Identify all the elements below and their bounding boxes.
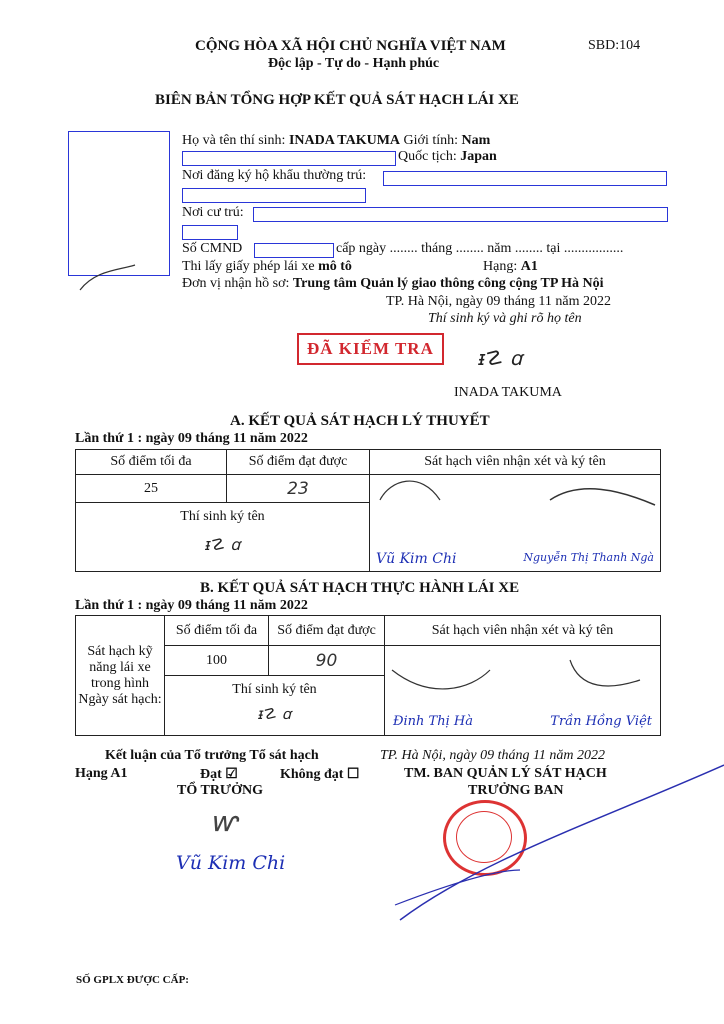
leader-name: Vũ Kim Chi: [176, 852, 286, 874]
residence-label: Nơi cư trú:: [182, 205, 244, 220]
class-label: Hạng:: [483, 259, 518, 274]
leader-title: TỔ TRƯỞNG: [177, 783, 263, 798]
conclusion-title: Kết luận của Tổ trưởng Tổ sát hạch: [105, 748, 319, 763]
issue-text: cấp ngày ........ tháng ........ năm ........ tại .................: [336, 241, 624, 256]
candidate-signature: ᵻ☡ ꭤ: [478, 346, 523, 370]
board-head: TRƯỞNG BAN: [468, 783, 564, 798]
candidate-sign-label: Thí sinh ký tên: [232, 682, 317, 697]
nationality-value: Japan: [460, 149, 497, 164]
section-b-title: B. KẾT QUẢ SÁT HẠCH THỰC HÀNH LÁI XE: [200, 580, 520, 596]
license-number-label: SỐ GPLX ĐƯỢC CẤP:: [76, 974, 189, 986]
col-score: Số điểm đạt được: [227, 450, 370, 475]
section-a-attempt: Lần thứ 1 : ngày 09 tháng 11 năm 2022: [75, 431, 308, 446]
max-value: 25: [76, 475, 227, 503]
section-b-attempt: Lần thứ 1 : ngày 09 tháng 11 năm 2022: [75, 598, 308, 613]
nationality-label: Quốc tịch:: [398, 149, 457, 164]
motto: Độc lập - Tự do - Hạnh phúc: [268, 56, 440, 71]
col-examiner: Sát hạch viên nhận xét và ký tên: [370, 450, 661, 475]
candidate-number: SBD:104: [588, 38, 641, 53]
leader-signature: ⱳ: [210, 805, 237, 838]
gender-value: Nam: [461, 133, 491, 148]
examiner1-name: Vũ Kim Chi: [376, 551, 457, 567]
name-label: Họ và tên thí sinh:: [182, 133, 286, 148]
place-date: TP. Hà Nội, ngày 09 tháng 11 năm 2022: [386, 294, 612, 309]
conclusion-fail: Không đạt ☐: [280, 767, 360, 782]
col-max: Số điểm tối đa: [76, 450, 227, 475]
candidate-name: INADA TAKUMA: [288, 133, 401, 148]
candidate-signed-name: INADA TAKUMA: [454, 385, 562, 400]
score-value: 90: [269, 646, 385, 676]
sign-instruction: Thí sinh ký và ghi rõ họ tên: [428, 311, 582, 326]
conclusion-class: Hạng A1: [75, 766, 128, 781]
col-score: Số điểm đạt được: [269, 616, 385, 646]
candidate-sign-label: Thí sinh ký tên: [180, 509, 265, 524]
document-title: BIÊN BẢN TỔNG HỢP KẾT QUẢ SÁT HẠCH LÁI XE: [155, 92, 519, 108]
col-skill: Sát hạch kỹ năng lái xe trong hình Ngày sát hạch:: [76, 616, 165, 736]
conclusion-pass: Đạt ☑: [200, 767, 238, 782]
class-value: A1: [520, 259, 538, 274]
board-title: TM. BAN QUẢN LÝ SÁT HẠCH: [404, 766, 607, 781]
section-a-title: A. KẾT QUẢ SÁT HẠCH LÝ THUYẾT: [230, 413, 490, 429]
candidate-signature: ᵻ☡ ꭤ: [204, 535, 241, 554]
candidate-signature: ᵻ☡ ꭤ: [257, 705, 291, 723]
score-value: 23: [227, 475, 370, 503]
license-type: mô tô: [318, 259, 352, 274]
gender-label: Giới tính:: [403, 133, 459, 148]
examiner2-name: Nguyễn Thị Thanh Ngà: [523, 551, 654, 564]
col-max: Số điểm tối đa: [165, 616, 269, 646]
conclusion-place-date: TP. Hà Nội, ngày 09 tháng 11 năm 2022: [380, 748, 606, 763]
country-heading: CỘNG HÒA XÃ HỘI CHỦ NGHĨA VIỆT NAM: [195, 38, 506, 54]
residence-reg-label: Nơi đăng ký hộ khẩu thường trú:: [182, 168, 367, 183]
checked-stamp: ĐÃ KIỂM TRA: [297, 333, 444, 365]
col-examiner: Sát hạch viên nhận xét và ký tên: [385, 616, 661, 646]
unit-value: Trung tâm Quản lý giao thông công cộng TP Hà Nội: [292, 276, 604, 291]
id-label: Số CMND: [182, 241, 243, 256]
examiner2-name: Trần Hồng Việt: [550, 714, 652, 729]
max-value: 100: [165, 646, 269, 676]
examiner1-name: Đinh Thị Hà: [393, 714, 473, 729]
unit-label: Đơn vị nhận hồ sơ:: [182, 276, 290, 291]
license-label: Thi lấy giấy phép lái xe: [182, 259, 315, 274]
